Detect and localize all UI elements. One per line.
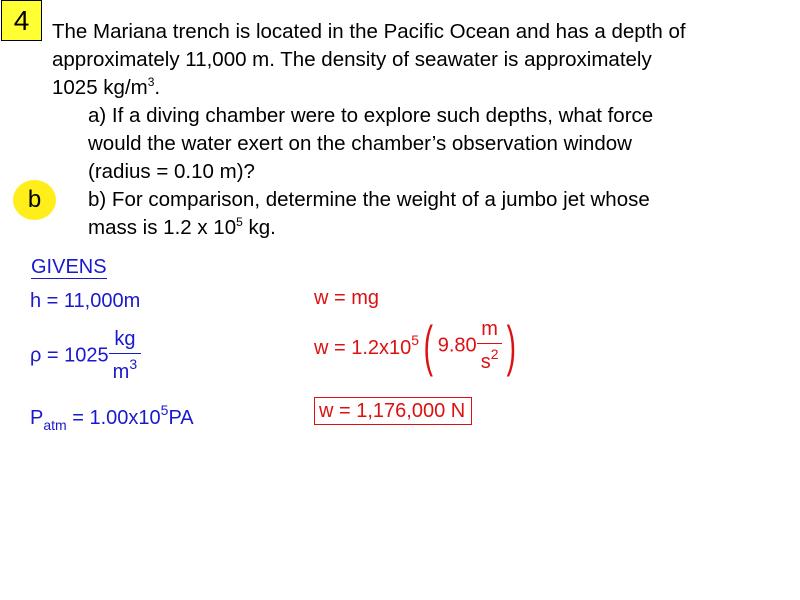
weight-substitution: $w = 1.2x10^5$( 9.80 $\frac{m}{s^2}$ ) — [314, 314, 517, 377]
given-density: ρ = 1025 $\frac{kg}{m^3}$ — [30, 328, 141, 384]
given-depth: h = 11,000m — [30, 290, 141, 312]
left-parenthesis: ( — [423, 314, 434, 377]
problem-statement — [52, 18, 797, 242]
part-b-badge: b — [13, 180, 56, 220]
acceleration-unit-fraction: $\frac{m}{s^2}$ — [477, 318, 503, 374]
part-b-line-1: b) For comparison, determine the weight of a jumbo jet whose — [88, 188, 650, 211]
density-unit-fraction: $\frac{kg}{m^3}$ — [109, 328, 141, 384]
part-a-line-2: would the water exert on the chamber’s observation window — [88, 132, 632, 155]
givens-heading: GIVENS — [31, 256, 107, 278]
intro-line-1: The Mariana trench is located in the Pacific Ocean and has a depth of — [52, 20, 686, 43]
weight-answer — [314, 400, 472, 423]
problem-number-badge: 4 — [1, 0, 42, 41]
intro-line-3: 1025 $kg/m^3$. — [52, 75, 161, 99]
boxed-answer: w = 1,176,000 N — [314, 397, 472, 425]
weight-formula: w = mg — [314, 287, 380, 309]
part-a-line-1: a) If a diving chamber were to explore such depths, what force — [88, 104, 654, 127]
part-a-line-3: (radius = 0.10 m)? — [88, 160, 255, 183]
given-atmospheric-pressure: $P_{atm} = 1.00x10^5PA$ — [30, 402, 194, 433]
right-parenthesis: ) — [507, 314, 517, 377]
part-b-line-2: mass is 1.2 x $10^5$ kg. — [88, 215, 276, 239]
intro-line-2: approximately 11,000 m. The density of seawater is approximately — [52, 48, 652, 71]
